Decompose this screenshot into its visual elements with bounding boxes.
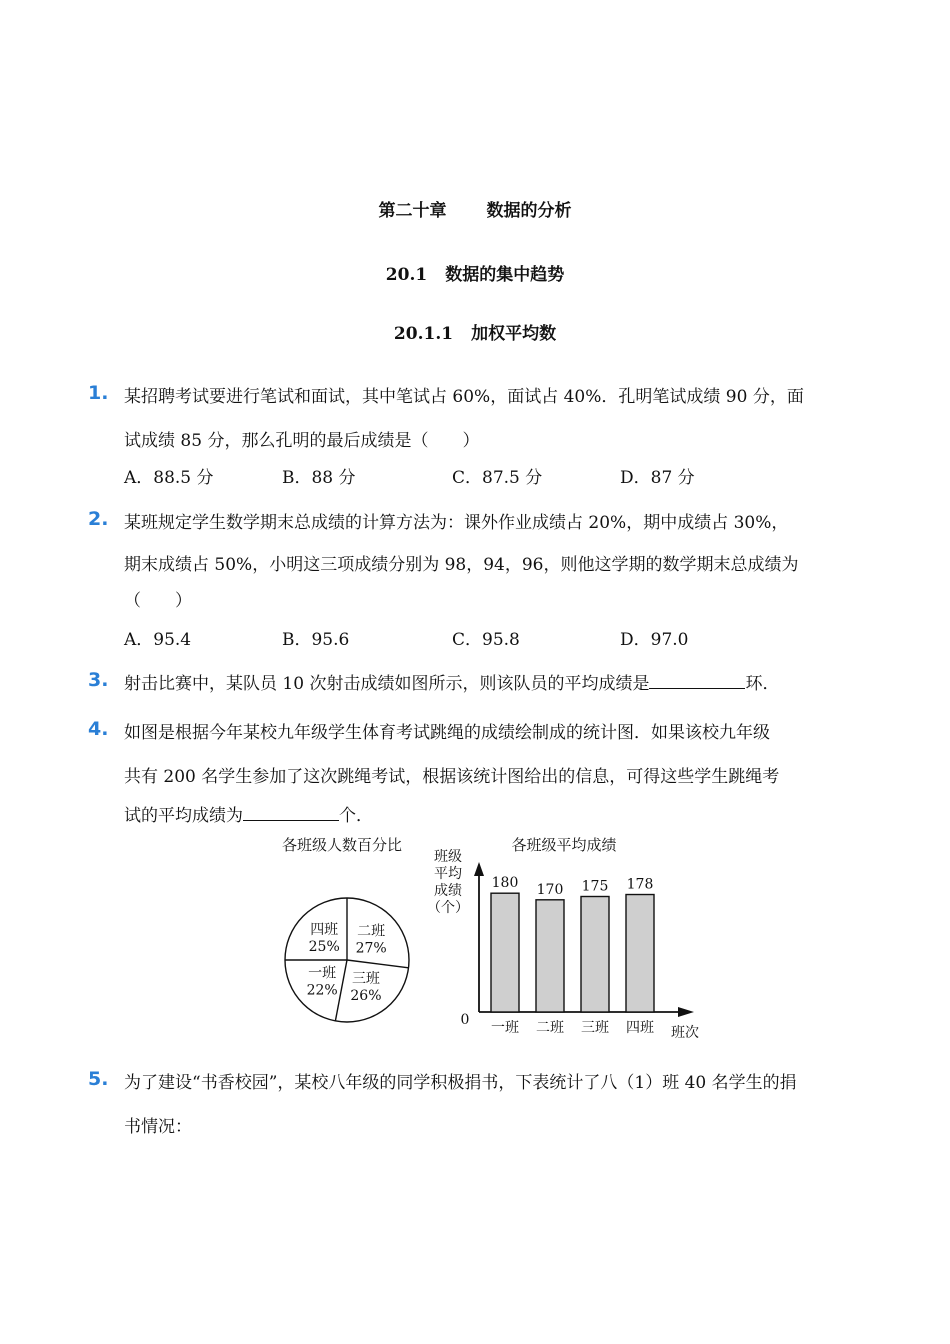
question-4-line-3	[124, 801, 373, 826]
bar-x-axis-arrow	[678, 1007, 694, 1017]
bar-value-label: 170	[536, 881, 564, 898]
pie-chart-title: 各班级人数百分比	[281, 836, 403, 854]
question-2-number: 2.	[88, 508, 109, 530]
question-4-text: 试的平均成绩为	[124, 806, 243, 826]
pie-chart	[282, 836, 409, 1022]
chapter-title: 第二十章	[378, 201, 447, 221]
question-1-option-a[interactable]: A．88.5 分	[124, 468, 214, 488]
bar-category-label: 四班	[626, 1020, 654, 1036]
subsection-heading	[0, 319, 950, 344]
bar-category-label: 一班	[491, 1020, 519, 1036]
question-1-option-d[interactable]: D．87 分	[620, 468, 695, 488]
question-2-line-2: 期末成绩占 50%，小明这三项成绩分别为 98，94，96，则他这学期的数学期末总成绩为	[124, 555, 799, 575]
bar-y-axis-arrow	[474, 862, 484, 876]
subsection-title: 加权平均数	[471, 324, 557, 344]
section-heading	[0, 260, 950, 285]
bar-origin-label: 0	[460, 1012, 470, 1028]
question-2-option-a[interactable]: A．95.4	[124, 630, 192, 650]
bar	[491, 893, 519, 1012]
question-3-unit: 环．	[745, 674, 780, 694]
question-4-answer-blank[interactable]	[243, 806, 339, 821]
bar	[626, 895, 654, 1012]
pie-slice-name: 一班	[308, 965, 337, 982]
question-3-answer-blank[interactable]	[649, 674, 745, 689]
question-1-number: 1.	[88, 382, 109, 404]
pie-slice-label: 27%	[355, 940, 387, 957]
chapter-subject: 数据的分析	[486, 201, 572, 221]
subsection-number: 20.1.1	[393, 324, 454, 344]
question-1-option-c[interactable]: C．87.5 分	[452, 468, 543, 488]
section-number: 20.1	[385, 265, 428, 285]
question-3-line	[124, 669, 779, 694]
bar-chart-title: 各班级平均成绩	[511, 836, 617, 854]
pie-slice-name: 三班	[351, 971, 380, 988]
bar	[536, 900, 564, 1012]
bar	[581, 897, 609, 1013]
question-5-number: 5.	[88, 1068, 109, 1090]
bar-value-label: 178	[626, 876, 654, 893]
question-5-line-1: 为了建设“书香校园”，某校八年级的同学积极捐书，下表统计了八（1）班 40 名学生的捐	[124, 1073, 797, 1093]
question-4-figure	[262, 832, 712, 1044]
bar-category-label: 二班	[536, 1020, 564, 1036]
section-title: 数据的集中趋势	[445, 265, 565, 285]
question-4-unit: 个．	[339, 806, 373, 826]
bar-chart	[427, 836, 699, 1041]
question-1-option-b[interactable]: B．88 分	[282, 468, 356, 488]
question-2-line-3: （ ）	[124, 591, 192, 611]
bar-ylabel-2: 平均	[434, 866, 462, 882]
question-4-line-1: 如图是根据今年某校九年级学生体育考试跳绳的成绩绘制成的统计图．如果该校九年级	[124, 723, 770, 743]
bar-xlabel: 班次	[671, 1025, 699, 1041]
question-4-line-2: 共有 200 名学生参加了这次跳绳考试，根据该统计图给出的信息，可得这些学生跳绳考	[124, 767, 780, 787]
question-1-line-1: 某招聘考试要进行笔试和面试，其中笔试占 60%，面试占 40%．孔明笔试成绩 90 分，面	[124, 387, 804, 407]
question-2-line-1: 某班规定学生数学期末总成绩的计算方法为：课外作业成绩占 20%，期中成绩占 30%，	[124, 513, 789, 533]
bar-ylabel-3: 成绩	[434, 883, 462, 899]
bar-value-label: 180	[491, 875, 519, 892]
question-2-option-d[interactable]: D．97.0	[620, 630, 689, 650]
bar-category-label: 三班	[581, 1020, 609, 1036]
question-2-option-c[interactable]: C．95.8	[452, 630, 520, 650]
pie-slice-name: 二班	[357, 923, 386, 940]
pie-slice-label: 22%	[306, 982, 338, 999]
pie-slice-label: 26%	[350, 988, 382, 1005]
question-1-line-2: 试成绩 85 分，那么孔明的最后成绩是（ ）	[124, 431, 480, 451]
question-2-option-b[interactable]: B．95.6	[282, 630, 350, 650]
bar-value-label: 175	[581, 878, 609, 895]
bar-ylabel-4: （个）	[427, 900, 469, 916]
question-3-number: 3.	[88, 669, 109, 691]
question-3-text: 射击比赛中，某队员 10 次射击成绩如图所示，则该队员的平均成绩是	[124, 674, 650, 694]
chapter-heading	[0, 196, 950, 221]
pie-slice-label: 25%	[308, 939, 340, 956]
bar-ylabel-1: 班级	[434, 849, 462, 865]
question-4-number: 4.	[88, 718, 109, 740]
pie-slice-name: 四班	[310, 922, 339, 939]
question-5-line-2: 书情况：	[124, 1117, 192, 1137]
